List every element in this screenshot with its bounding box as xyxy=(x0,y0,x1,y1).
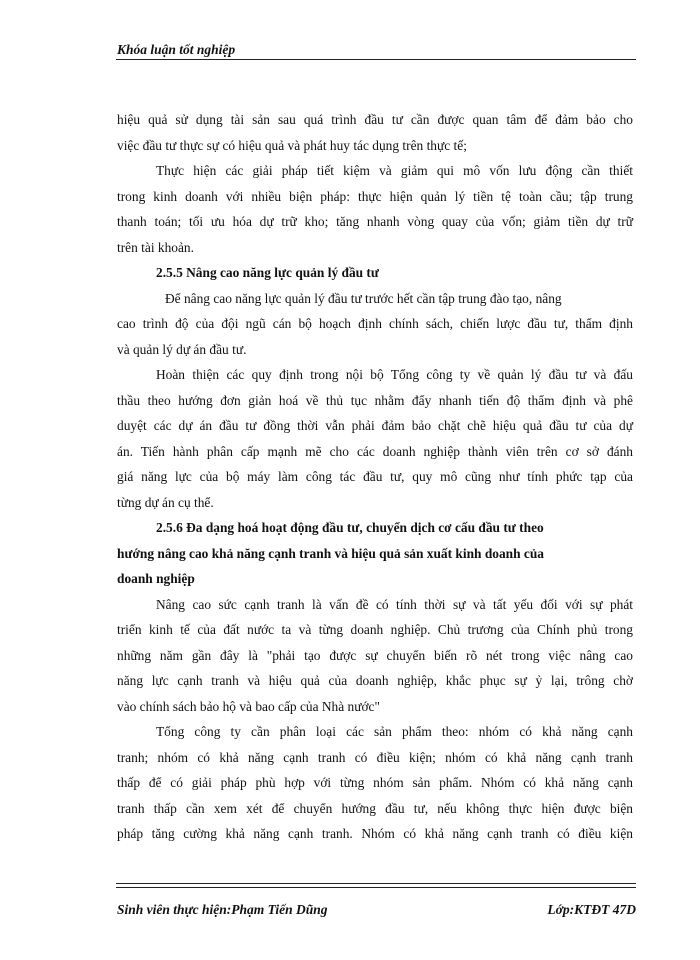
text-line: trên tài khoản. xyxy=(117,239,194,255)
section-heading-2-5-6: 2.5.6 Đa dạng hoá hoạt động đầu tư, chuyển dịch cơ cấu đầu tư theo xyxy=(156,520,544,535)
header-title: Khóa luận tốt nghiệp xyxy=(117,42,236,57)
paragraph-start-line: Thực hiện các giải pháp tiết kiệm và giảm qui mô vốn lưu động cần thiết xyxy=(156,163,633,178)
footer-divider-thick xyxy=(116,883,636,884)
text-line: vào chính sách bảo hộ và bao cấp của Nhà nước" xyxy=(117,698,380,714)
footer-student: Sinh viên thực hiện:Phạm Tiến Dũng xyxy=(117,902,328,917)
text-line: giá năng lực của bộ máy làm công tác đầu tư, quy mô cũng như tính phức tạp của xyxy=(117,469,633,484)
section-heading-2-5-5: 2.5.5 Nâng cao năng lực quản lý đầu tư xyxy=(156,265,379,280)
text-line: những năm gần đây là "phải tạo được sự chuyển biến rõ nét trong việc nâng cao xyxy=(117,647,633,663)
paragraph-start-line: Tổng công ty cần phân loại các sản phẩm theo: nhóm có khả năng cạnh xyxy=(156,724,633,739)
text-line: hiệu quả sử dụng tài sản sau quá trình đầu tư cần được quan tâm để đảm bảo cho xyxy=(117,112,633,127)
text-line: tranh thấp cần xem xét để chuyển hướng đầu tư, nếu không thực hiện được biện xyxy=(117,800,633,816)
text-line: từng dự án cụ thể. xyxy=(117,494,214,510)
text-line: thầu theo hướng đơn giản hoá về thủ tục nhằm đẩy nhanh tiến độ thẩm định và phê xyxy=(117,392,633,408)
text-line: việc đầu tư thực sự có hiệu quả và phát huy tác dụng trên thực tế; xyxy=(117,137,467,153)
text-line: trong kinh doanh với nhiều biện pháp: thực hiện quản lý tiền tệ toàn cầu; tập trung xyxy=(117,188,633,204)
text-line: duyệt các dự án đầu tư đồng thời vẫn phải đảm bảo chặt chẽ hiệu quả đầu tư của dự xyxy=(117,418,633,433)
footer-divider-thin xyxy=(116,887,636,888)
paragraph-start-line: Nâng cao sức cạnh tranh là vấn đề có tính thời sự và tất yếu đối với sự phát xyxy=(156,596,633,612)
text-line: cao trình độ của đội ngũ cán bộ hoạch định chính sách, chiến lược đầu tư, thẩm định xyxy=(117,316,633,331)
document-body xyxy=(117,107,633,847)
text-line: pháp tăng cường khả năng cạnh tranh. Nhóm có khả năng cạnh tranh có điều kiện xyxy=(117,826,633,841)
text-line: năng lực cạnh tranh và hiệu quả của doanh nghiệp, khắc phục sự ỷ lại, trông chờ xyxy=(117,673,633,688)
text-line: thấp để có giải pháp phù hợp với từng nhóm sản phẩm. Nhóm có khả năng cạnh xyxy=(117,775,633,790)
text-line: án. Tiến hành phân cấp mạnh mẽ cho các doanh nghiệp thành viên trên cơ sở đánh xyxy=(117,443,633,459)
paragraph-start-line: Hoàn thiện các quy định trong nội bộ Tổng công ty về quản lý đầu tư và đấu xyxy=(156,367,633,382)
section-heading-continued: doanh nghiệp xyxy=(117,571,195,586)
section-heading-continued: hướng nâng cao khả năng cạnh tranh và hiệu quả sản xuất kinh doanh của xyxy=(117,545,544,561)
paragraph-start-line: Để nâng cao năng lực quản lý đầu tư trước hết cần tập trung đào tạo, nâng xyxy=(165,290,562,306)
footer-class: Lớp:KTĐT 47D xyxy=(547,902,636,917)
text-line: tranh; nhóm có khả năng cạnh tranh có điều kiện; nhóm có khả năng cạnh tranh xyxy=(117,749,633,765)
text-line: triển kinh tế của đất nước ta và từng doanh nghiệp. Chủ trương của Chính phủ trong xyxy=(117,622,633,637)
text-line: thanh toán; tối ưu hóa dự trữ kho; tăng nhanh vòng quay của vốn; giảm tiền dự trữ xyxy=(117,214,633,229)
text-line: và quản lý dự án đầu tư. xyxy=(117,341,247,357)
header-divider xyxy=(116,59,636,60)
